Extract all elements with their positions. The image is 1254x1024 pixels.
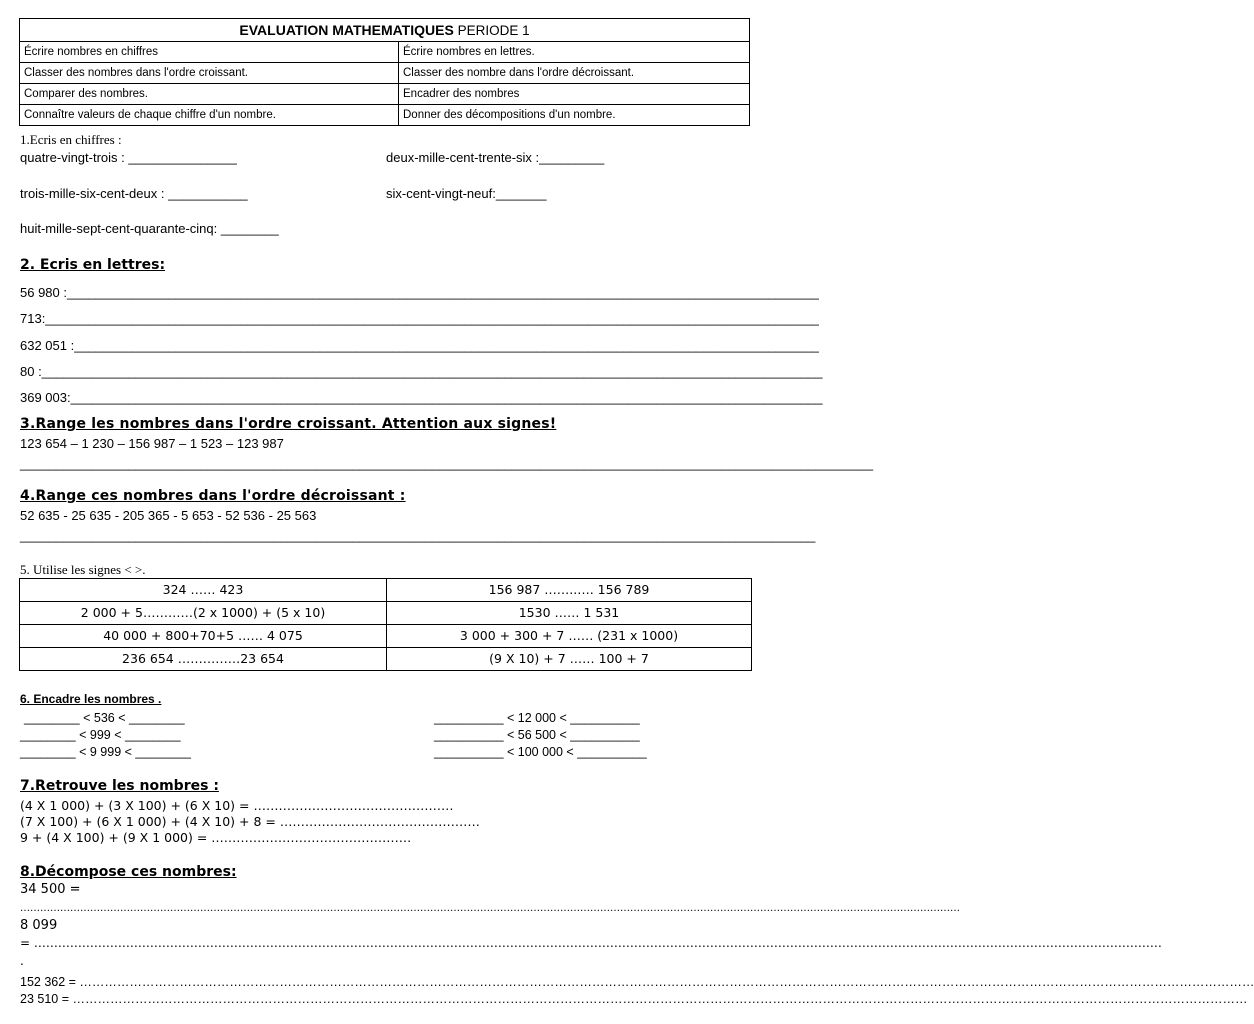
objective-cell: Encadrer des nombres	[399, 84, 750, 105]
objective-cell: Donner des décompositions d'un nombre.	[399, 105, 750, 126]
ex3-numbers: 123 654 – 1 230 – 156 987 – 1 523 – 123 987	[20, 436, 284, 451]
header-row	[20, 19, 750, 42]
compare-cell: 324 …… 423	[20, 579, 387, 602]
objective-row	[20, 42, 750, 63]
page-title	[20, 19, 750, 42]
compare-cell: 1530 …… 1 531	[387, 602, 752, 625]
objective-cell: Classer des nombre dans l'ordre décroissant.	[399, 63, 750, 84]
compare-table	[19, 578, 752, 671]
ex5-title: 5. Utilise les signes < >.	[20, 562, 146, 577]
ex8-line: 23 510 = …………………………………………………………………………………………………………………………………………………………………………………………………………………………………………………………	[20, 992, 1248, 1006]
ex4-numbers: 52 635 - 25 635 - 205 365 - 5 653 - 52 536 - 25 563	[20, 508, 317, 523]
ex6-right-item: __________ < 56 500 < __________	[434, 728, 640, 742]
compare-cell: 2 000 + 5…………(2 x 1000) + (5 x 10)	[20, 602, 387, 625]
ex2-line: 632 051 :_______________________________________________________________________________________________________	[20, 338, 819, 353]
ex2-title: 2. Ecris en lettres:	[20, 257, 166, 273]
ex7-item: 9 + (4 X 100) + (9 X 1 000) = …………………………………………	[20, 830, 412, 845]
ex8-dots: = …………………………………………………………………………………………………………………………………………………………………………………………………………………………………………………………	[20, 936, 1162, 950]
compare-cell: 156 987 ……..…. 156 789	[387, 579, 752, 602]
objective-row	[20, 84, 750, 105]
objectives-table	[19, 18, 750, 126]
ex1-title: 1.Ecris en chiffres :	[20, 132, 122, 147]
ex4-answer-line: ______________________________________________________________________________________________________________	[20, 528, 816, 543]
objective-cell: Connaître valeurs de chaque chiffre d'un nombre.	[20, 105, 399, 126]
ex1-item: six-cent-vingt-neuf:_______	[386, 186, 547, 201]
ex8-title: 8.Décompose ces nombres:	[20, 864, 237, 880]
compare-cell: (9 X 10) + 7 …… 100 + 7	[387, 648, 752, 671]
ex8-dot: .	[20, 954, 24, 968]
objective-cell: Écrire nombres en chiffres	[20, 42, 399, 63]
compare-row	[20, 579, 752, 602]
compare-cell: 236 654 ……………23 654	[20, 648, 387, 671]
ex4-title: 4.Range ces nombres dans l'ordre décroissant :	[20, 488, 406, 504]
ex8-number: 34 500 =	[20, 882, 81, 897]
ex1-item: quatre-vingt-trois : _______________	[20, 150, 237, 165]
compare-cell: 3 000 + 300 + 7 …… (231 x 1000)	[387, 625, 752, 648]
ex6-title: 6. Encadre les nombres .	[20, 692, 162, 706]
ex2-line: 56 980 :________________________________________________________________________________________________________	[20, 285, 819, 300]
objective-row	[20, 63, 750, 84]
ex6-right-item: __________ < 100 000 < __________	[434, 745, 647, 759]
ex2-line: 80 :____________________________________________________________________________________________________________	[20, 364, 823, 379]
compare-cell: 40 000 + 800+70+5 …… 4 075	[20, 625, 387, 648]
ex7-title: 7.Retrouve les nombres :	[20, 778, 219, 794]
compare-row	[20, 625, 752, 648]
ex6-left-item: ________ < 536 < ________	[24, 711, 185, 725]
ex3-title: 3.Range les nombres dans l'ordre croissant. Attention aux signes!	[20, 416, 557, 432]
ex1-item: deux-mille-cent-trente-six :_________	[386, 150, 605, 165]
ex8-dots: …………………………………………………………………………………………………………………………………………………………………………………………………………………………………………………………	[20, 903, 960, 914]
objective-row	[20, 105, 750, 126]
ex8-line: 152 362 = …………………………………………………………………………………………………………………………………………………………………………………………………………………………………………………………	[20, 975, 1254, 989]
title-period: PERIODE 1	[453, 22, 530, 38]
ex7-item: (4 X 1 000) + (3 X 100) + (6 X 10) = …………………………………………	[20, 798, 454, 813]
objective-cell: Comparer des nombres.	[20, 84, 399, 105]
ex6-right-item: __________ < 12 000 < __________	[434, 711, 640, 725]
ex2-line: 713:___________________________________________________________________________________________________________	[20, 311, 819, 326]
ex1-item: trois-mille-six-cent-deux : ___________	[20, 186, 248, 201]
ex7-item: (7 X 100) + (6 X 1 000) + (4 X 10) + 8 = …………………………………………	[20, 814, 480, 829]
compare-row	[20, 602, 752, 625]
title-bold: EVALUATION MATHEMATIQUES	[239, 21, 454, 38]
objective-cell: Classer des nombres dans l'ordre croissant.	[20, 63, 399, 84]
compare-row	[20, 648, 752, 671]
ex6-left-item: ________ < 999 < ________	[20, 728, 181, 742]
ex8-number: 8 099	[20, 918, 58, 933]
objective-cell: Écrire nombres en lettres.	[399, 42, 750, 63]
ex3-answer-line: ______________________________________________________________________________________________________________________	[20, 456, 874, 471]
ex2-line: 369 003:________________________________________________________________________________________________________	[20, 390, 823, 405]
ex1-item: huit-mille-sept-cent-quarante-cinq: ________	[20, 221, 279, 236]
ex6-left-item: ________ < 9 999 < ________	[20, 745, 192, 759]
